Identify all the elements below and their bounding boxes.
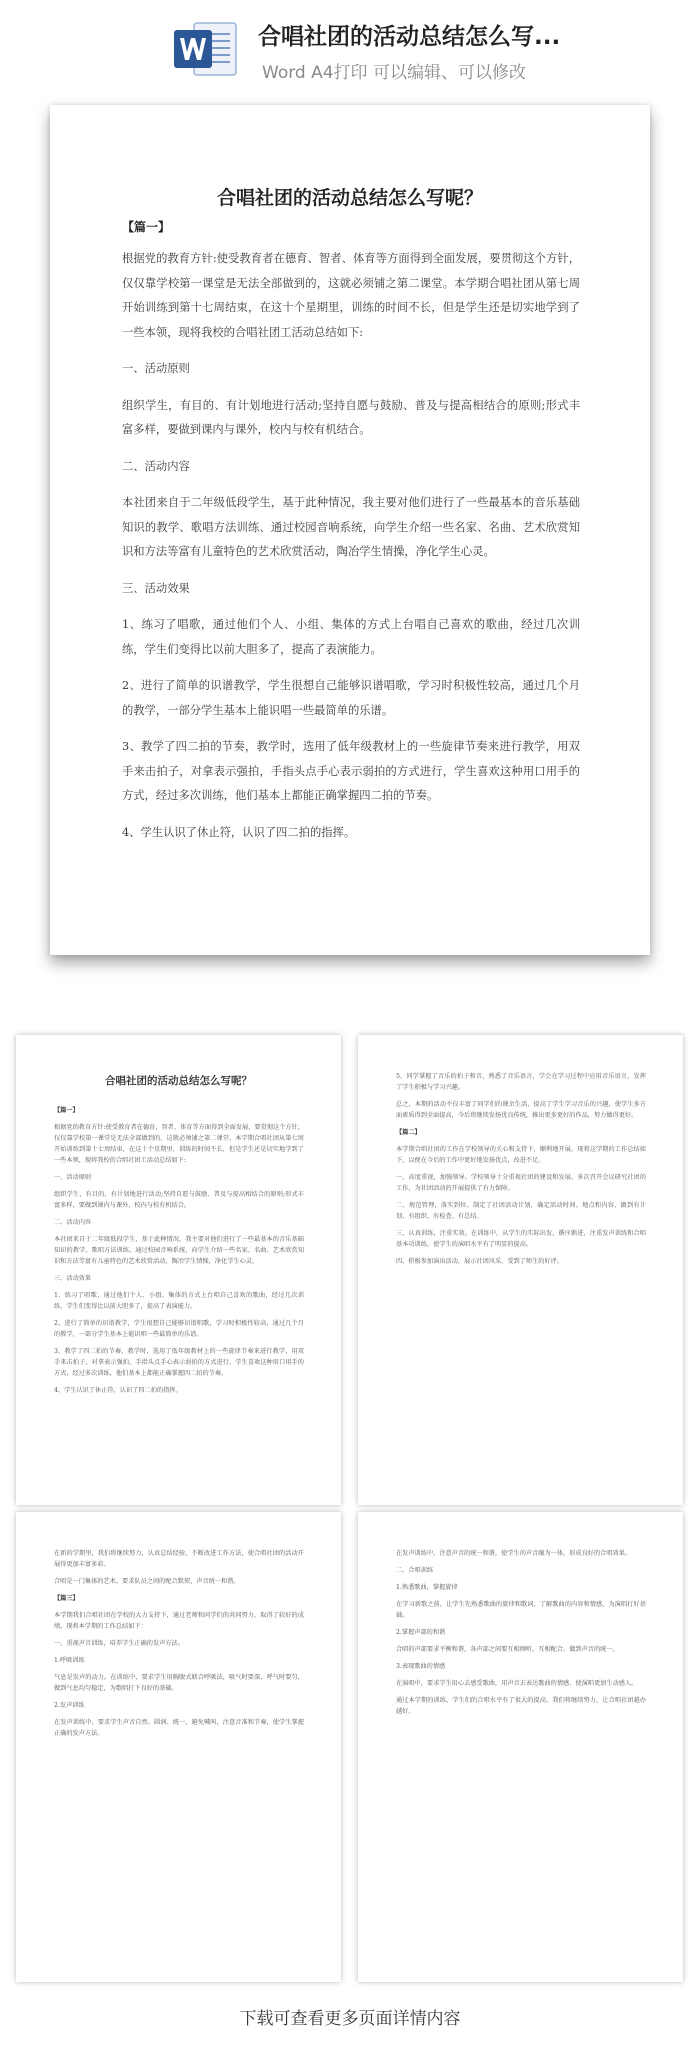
header xyxy=(0,0,700,92)
paragraph: 本社团来自于二年级低段学生，基于此种情况，我主要对他们进行了一些最基本的音乐基础知识的教学、歌唱方法训练、通过校园音响系统，向学生介绍一些名家、名曲、艺术欣赏知识和方法等富有儿童特色的艺术欣赏活动，陶冶学生情操，净化学生心灵。 xyxy=(122,496,580,558)
section-heading: 三、活动效果 xyxy=(122,581,190,595)
thumbnail-title: 合唱社团的活动总结怎么写呢？ xyxy=(105,1075,252,1087)
thumbnail-content: 在新的学期里，我们将继续努力，认真总结经验，不断改进工作方法，使合唱社团的活动开展得更加丰富多彩。 合唱是一门集体的艺术，要求队员之间的配合默契，声音统一和谐。 【篇三】 本学期我们合唱社团在学校的大力支持下，通过老师和同学们的共同努力，取得了较好的成绩。现将本学期的工作总结如下： 一、重视声音训练，培养学生正确的发声方法。 1.呼吸训练 气息是发声的动力。在训练中，要求学生用胸腹式联合呼吸法，吸气时要深，呼气时要匀，做到气息均匀稳定，为歌唱打下良好的基础。 2.发声训练 在发声训练中，要求学生声音自然、圆润、统一，避免喊叫，注意音准和节奏，使学生掌握正确的发声方法。 xyxy=(54,1550,304,1737)
section-heading: 二、活动内容 xyxy=(122,459,190,473)
page-thumbnail-2[interactable] xyxy=(358,1035,683,1505)
page-thumbnail-3[interactable] xyxy=(16,1512,341,1982)
document-body xyxy=(122,247,580,857)
document-title: 合唱社团的活动总结怎么写... xyxy=(258,24,561,50)
paragraph: 4、学生认识了休止符，认识了四二拍的指挥。 xyxy=(122,825,356,839)
word-document-icon xyxy=(172,20,240,78)
page-thumbnail-4[interactable] xyxy=(358,1512,683,1982)
section-label: 【篇一】 xyxy=(122,220,171,234)
paragraph: 2、进行了简单的识谱教学，学生很想自己能够识谱唱歌，学习时积极性较高，通过几个月的教学，一部分学生基本上能识唱一些最简单的乐谱。 xyxy=(122,679,580,717)
thumbnail-content: 在发声训练中，注意声音的统一和谐，使学生的声音融为一体，形成良好的合唱效果。 二、合唱训练 1.熟悉歌曲，掌握旋律 在学习新歌之前，让学生先熟悉歌曲的旋律和歌词，了解歌曲的内容和情感，为演唱打好基础。 2.掌握声部的和谐 合唱的声部要求平衡和谐，各声部之间要互相倾听，互相配合，做到声音的统一。 3.表现歌曲的情感 在演唱中，要求学生用心去感受歌曲，用声音去表达歌曲的情感，使演唱更加生动感人。 通过本学期的训练，学生们的合唱水平有了很大的提高，我们将继续努力，让合唱社团越办越好。 xyxy=(396,1550,646,1715)
section-heading: 一、活动原则 xyxy=(122,362,190,375)
paragraph: 3、教学了四二拍的节奏，教学时，选用了低年级教材上的一些旋律节奏来进行教学，用双手来击拍子，对拿表示强拍，手指头点手心表示弱拍的方式进行，学生喜欢这种用口用手的方式，经过多次训练，他们基本上都能正确掌握四二拍的节奏。 xyxy=(122,740,580,802)
paragraph: 1、练习了唱歌，通过他们个人、小组、集体的方式上台唱自己喜欢的歌曲，经过几次训练，学生们变得比以前大胆多了，提高了表演能力。 xyxy=(122,618,580,656)
paragraph: 根据党的教育方针:使受教育者在德育、智者、体育等方面得到全面发展，要贯彻这个方针，仅仅靠学校第一课堂是无法全部做到的，这就必须铺之第二课堂。本学期合唱社团从第七周开始训练到第十七周结束，在这十个星期里，训练的时间不长，但是学生还是切实地学到了一些本领，现将我校的合唱社团工活动总结如下: xyxy=(122,252,580,339)
thumbnail-content: 5、同学掌握了音乐的拍子和音，熟悉了音乐语言，学会在学习过程中应用音乐语言，发挥了学生积极与学习兴趣。 总之，本期的活动不仅丰富了同学们的课余生活，提高了学生学习音乐的兴趣，使学生多方面素质得到全面提高，今后将继续发扬优良传统，推出更多更好的作品，努力做得更好。 【篇二】 本学期合唱社团的工作在学校领导的关心和支持下，顺利地开展。现将这学期的工作总结如下，以便在今后的工作中更好地发扬优点，改进不足。 一、高度重视，加强领导。学校领导十分重视社团的建设和发展，多次召开会议研究社团的工作，为社团活动的开展提供了有力保障。 二、规范管理，落实到位。制定了社团活动计划，确定活动时间、地点和内容，做到有计划、有组织、有检查、有总结。 三、认真训练，注重实效。在训练中，从学生的实际出发，循序渐进，注重发声训练和合唱基本功训练，使学生的演唱水平有了明显的提高。 四、积极参加演出活动，展示社团风采，受到了师生的好评。 xyxy=(396,1073,646,1265)
download-more-link[interactable]: 下载可查看更多页面详情内容 xyxy=(239,2009,461,2029)
document-subtitle: Word A4打印 可以编辑、可以修改 xyxy=(262,63,526,83)
page-title: 合唱社团的活动总结怎么写呢？ xyxy=(216,187,483,209)
page-thumbnail-1[interactable] xyxy=(16,1035,341,1505)
document-page-preview xyxy=(50,105,650,955)
thumbnail-content: 【篇一】 根据党的教育方针:使受教育者在德育、智者、体育等方面得到全面发展，要贯彻这个方针，仅仅靠学校第一课堂是无法全部做到的，这就必须铺之第二课堂。本学期合唱社团从第七周开始训练到第十七周结束，在这十个星期里，训练的时间不长，但是学生还是切实地学到了一些本领，现将我校的合唱社团工活动总结如下: 一、活动原则 组织学生，有目的、有计划地进行活动;坚持自愿与鼓励、普及与提高相结合的原则;形式丰富多样，要做到课内与课外，校内与校有机结合。 二、活动内容 本社团来自于二年级低段学生，基于此种情况，我主要对他们进行了一些最基本的音乐基础知识的教学、歌唱方法训练、通过校园音响系统，向学生介绍一些名家、名曲、艺术欣赏知识和方法等富有儿童特色的艺术欣赏活动，陶冶学生情操，净化学生心灵。 三、活动效果 1、练习了唱歌，通过他们个人、小组、集体的方式上台唱自己喜欢的歌曲，经过几次训练，学生们变得比以前大胆多了，提高了表演能力。 2、进行了简单的识谱教学，学生很想自己能够识谱唱歌，学习时积极性较高，通过几个月的教学，一部分学生基本上能识唱一些最简单的乐谱。 3、教学了四二拍的节奏，教学时，选用了低年级教材上的一些旋律节奏来进行教学，用双手来击拍子，对拿表示强拍，手指头点手心表示弱拍的方式进行，学生喜欢这种用口用手的方式，经过多次训练，他们基本上都能正确掌握四二拍的节奏。 4、学生认识了休止符，认识了四二拍的指挥。 xyxy=(54,1107,304,1394)
paragraph: 组织学生，有目的、有计划地进行活动;坚持自愿与鼓励、普及与提高相结合的原则;形式丰富多样，要做到课内与课外，校内与校有机结合。 xyxy=(122,398,580,436)
